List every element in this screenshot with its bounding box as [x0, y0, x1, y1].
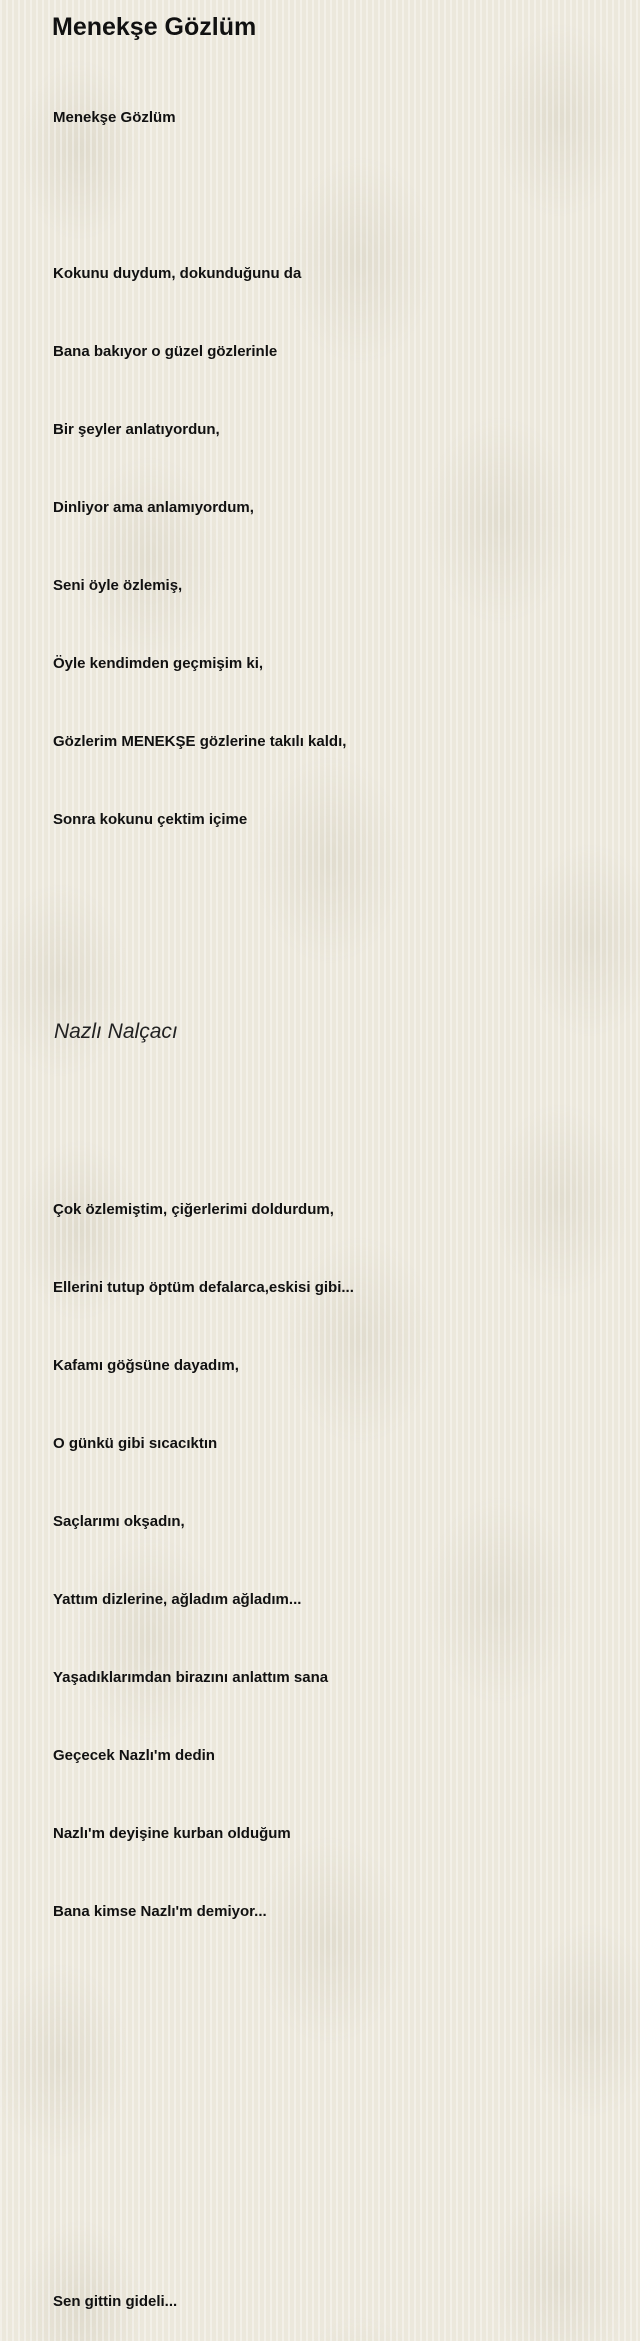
poem-line: Bana bakıyor o güzel gözlerinle	[53, 343, 278, 360]
poem-line: Ellerini tutup öptüm defalarca,eskisi gibi...	[53, 1279, 354, 1296]
poem-line	[53, 2133, 354, 2159]
poem-line: Yaşadıklarımdan birazını anlattım sana	[53, 1669, 329, 1686]
poem-line: Seni öyle özlemiş,	[53, 577, 183, 594]
poem-line: Saçlarımı okşadın,	[53, 1513, 185, 1530]
poem-line: Sonra kokunu çektim içime	[53, 811, 248, 828]
poem-line: Sen gittin gideli...	[53, 2293, 178, 2310]
poem-line	[53, 2055, 354, 2081]
poem-line: Geçecek Nazlı'm dedin	[53, 1747, 215, 1764]
poem-line: Nazlı'm deyişine kurban olduğum	[53, 1825, 291, 1842]
poem-line	[53, 2211, 354, 2237]
poem-line	[53, 1119, 354, 1145]
poem-line: Menekşe Gözlüm	[53, 109, 176, 126]
poem-title: Menekşe Gözlüm	[52, 13, 257, 41]
poem-line: Çok özlemiştim, çiğerlerimi doldurdum,	[53, 1201, 334, 1218]
poem-line: Bir şeyler anlatıyordun,	[53, 421, 220, 438]
poem-line	[53, 1977, 354, 2003]
poem-line	[53, 183, 354, 209]
poem-line: Bana kimse Nazlı'm demiyor...	[53, 1903, 267, 1920]
poem-line: Dinliyor ama anlamıyordum,	[53, 499, 254, 516]
poem-line: Kokunu duydum, dokunduğunu da	[53, 265, 302, 282]
poem-line: O günkü gibi sıcacıktın	[53, 1435, 218, 1452]
poem-line: Gözlerim MENEKŞE gözlerine takılı kaldı,	[53, 733, 347, 750]
poem-line	[53, 963, 354, 989]
poem-line: Kafamı göğsüne dayadım,	[53, 1357, 239, 1374]
poem-line	[53, 885, 354, 911]
poem-line: Yattım dizlerine, ağladım ağladım...	[53, 1591, 302, 1608]
poem-body	[53, 53, 354, 2341]
poem-line: Öyle kendimden geçmişim ki,	[53, 655, 264, 672]
poem-author: Nazlı Nalçacı	[54, 1020, 178, 1043]
